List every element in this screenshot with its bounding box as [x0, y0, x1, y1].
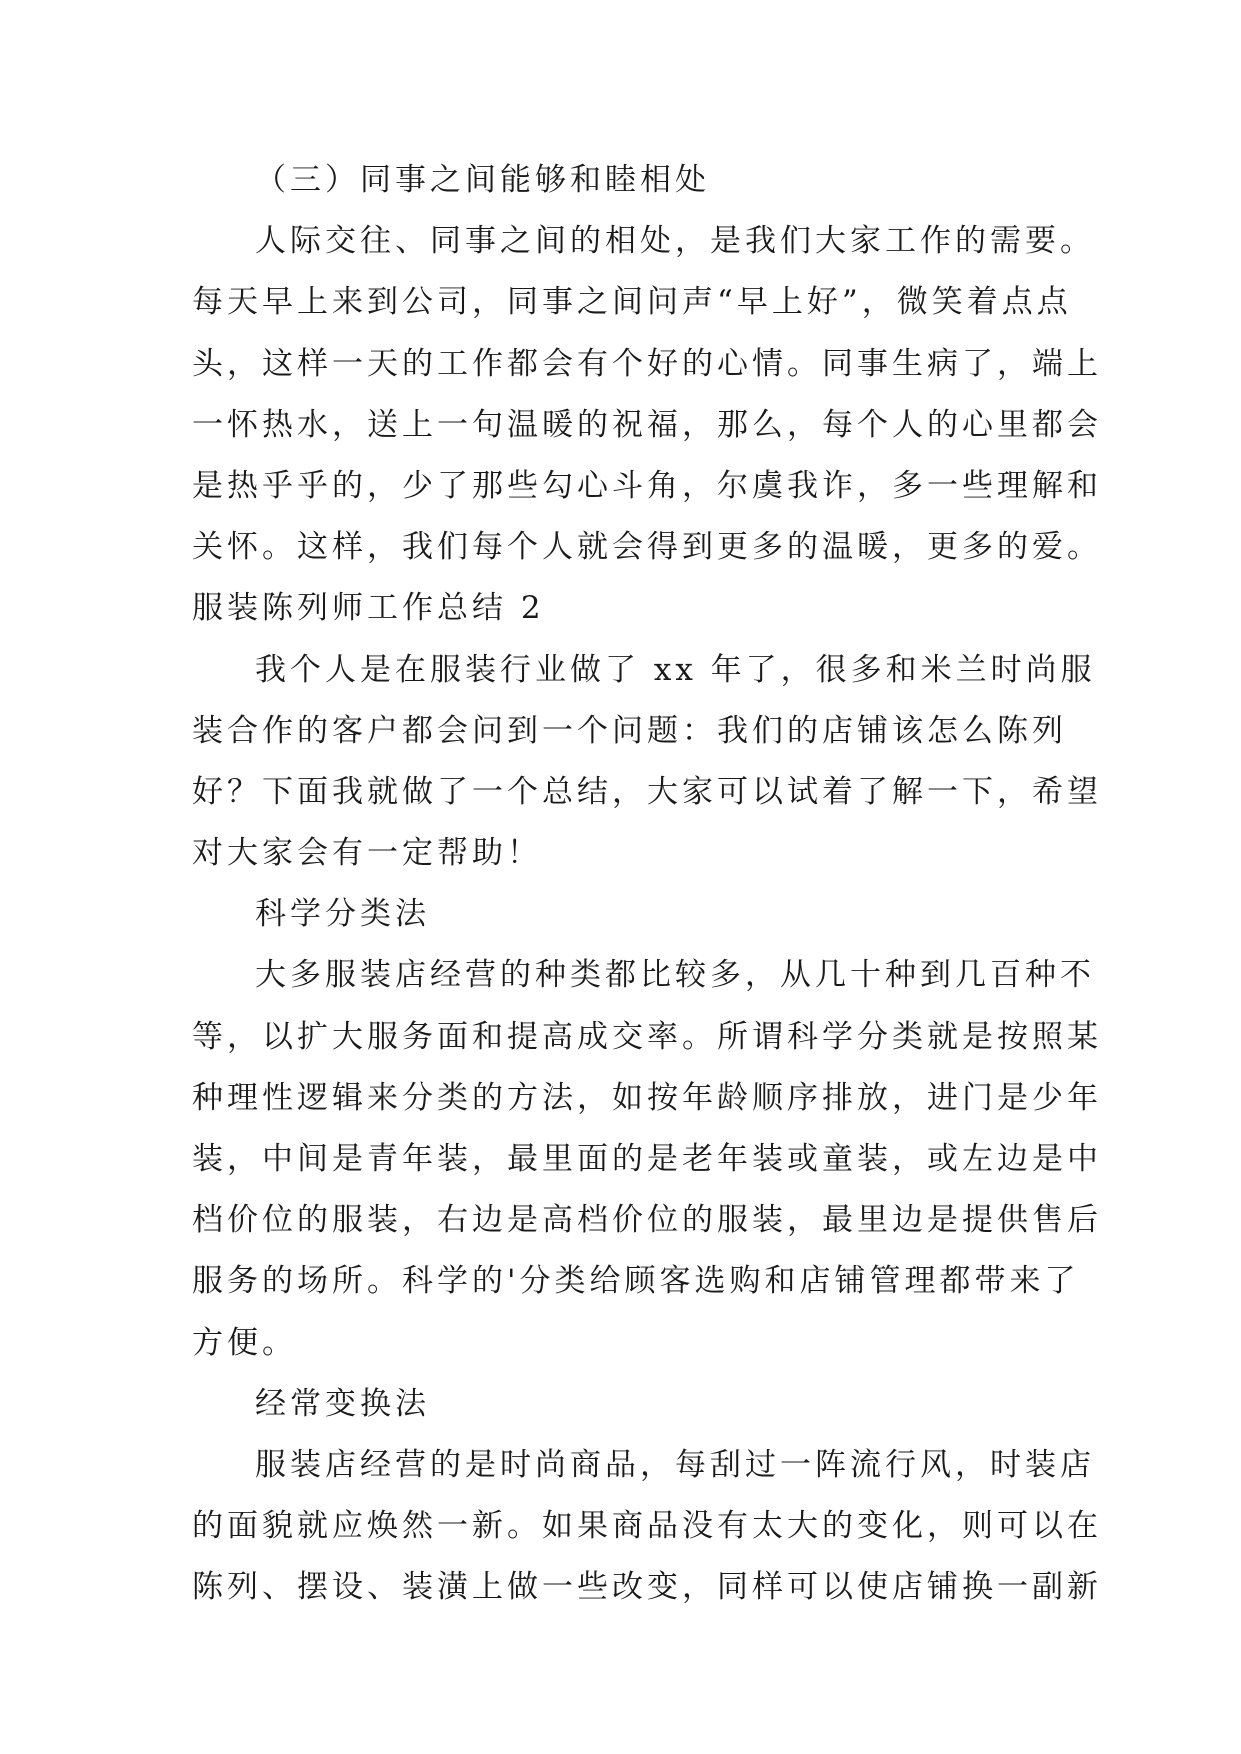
- document-body: [192, 150, 1102, 1619]
- section-heading: 科学分类法: [255, 896, 430, 933]
- paragraph-line: 头，这样一天的工作都会有个好的心情。同事生病了，端上: [192, 345, 1102, 382]
- paragraph-line: 装，中间是青年装，最里面的是老年装或童装，或左边是中: [192, 1141, 1102, 1177]
- paragraph-line: 大多服装店经营的种类都比较多，从几十种到几百种不: [255, 957, 1095, 994]
- paragraph-line: 对大家会有一定帮助！: [192, 835, 542, 872]
- paragraph-line: 的面貌就应焕然一新。如果商品没有太大的变化，则可以在: [192, 1508, 1102, 1545]
- paragraph-line: 一怀热水，送上一句温暖的祝福，那么，每个人的心里都会: [192, 406, 1102, 443]
- paragraph-line: 装合作的客户都会问到一个问题：我们的店铺该怎么陈列: [192, 712, 1067, 749]
- paragraph-line: 我个人是在服装行业做了 xx 年了，很多和米兰时尚服: [255, 651, 1096, 688]
- paragraph-line: 方便。: [192, 1324, 297, 1361]
- document-title: 服装陈列师工作总结 2: [192, 590, 545, 627]
- paragraph-line: 陈列、摆设、装潢上做一些改变，同样可以使店铺换一副新: [192, 1569, 1102, 1606]
- paragraph-line: 是热乎乎的，少了那些勾心斗角，尔虞我诈，多一些理解和: [192, 467, 1102, 504]
- paragraph-line: 好？下面我就做了一个总结，大家可以试着了解一下，希望: [192, 773, 1102, 810]
- paragraph-line: 种理性逻辑来分类的方法，如按年龄顺序排放，进门是少年: [192, 1079, 1102, 1116]
- paragraph-line: 人际交往、同事之间的相处，是我们大家工作的需要。: [255, 223, 1095, 260]
- paragraph-line: 档价位的服装，右边是高档价位的服装，最里边是提供售后: [192, 1202, 1102, 1239]
- paragraph-line: 每天早上来到公司，同事之间问声“早上好”，微笑着点点: [192, 284, 1072, 321]
- paragraph-line: 服务的场所。科学的'分类给顾客选购和店铺管理都带来了: [192, 1263, 1080, 1300]
- section-heading: （三）同事之间能够和睦相处: [255, 162, 710, 198]
- paragraph-line: 等，以扩大服务面和提高成交率。所谓科学分类就是按照某: [192, 1018, 1102, 1055]
- section-heading: 经常变换法: [255, 1385, 430, 1422]
- paragraph-line: 服装店经营的是时尚商品，每刮过一阵流行风，时装店: [255, 1446, 1095, 1483]
- paragraph-line: 关怀。这样，我们每个人就会得到更多的温暖，更多的爱。: [192, 529, 1102, 566]
